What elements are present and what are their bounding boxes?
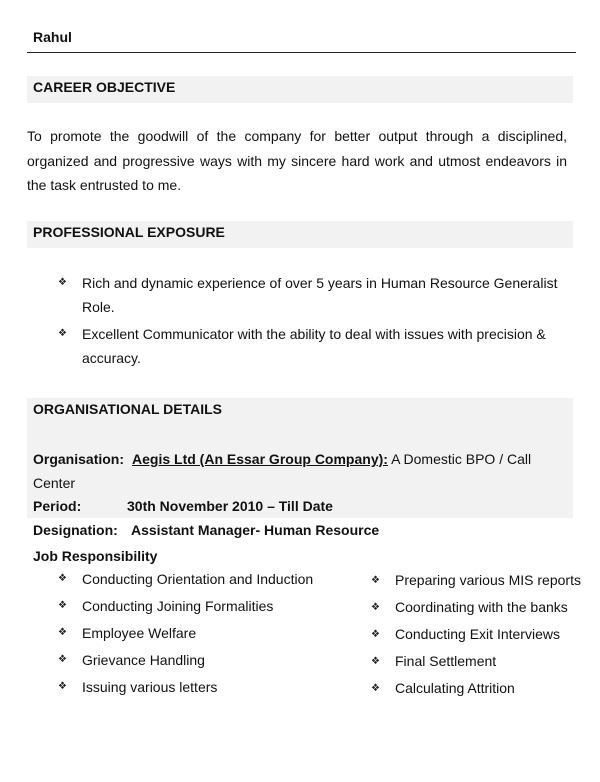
designation-row bbox=[33, 518, 380, 542]
period-row bbox=[33, 494, 333, 518]
period-value: 30th November 2010 – Till Date bbox=[127, 498, 333, 514]
diamond-bullet-icon: ❖ bbox=[58, 600, 67, 611]
section-heading-professional-exposure: PROFESSIONAL EXPOSURE bbox=[27, 221, 573, 248]
list-item bbox=[371, 569, 581, 592]
list-item-text: Coordinating with the banks bbox=[395, 599, 568, 615]
list-item bbox=[371, 650, 581, 673]
designation-value: Assistant Manager- Human Resource bbox=[131, 522, 380, 538]
section-heading-organisational-details: ORGANISATIONAL DETAILS bbox=[27, 398, 573, 518]
diamond-bullet-icon: ❖ bbox=[58, 328, 67, 339]
list-item bbox=[371, 677, 581, 700]
diamond-bullet-icon: ❖ bbox=[58, 681, 67, 692]
header-divider bbox=[27, 52, 576, 53]
professional-exposure-list bbox=[58, 271, 558, 373]
organisation-name: Aegis Ltd (An Essar Group Company): bbox=[132, 451, 388, 467]
list-item bbox=[58, 676, 358, 703]
job-responsibility-heading: Job Responsibility bbox=[33, 548, 158, 564]
diamond-bullet-icon: ❖ bbox=[58, 277, 67, 288]
list-item-text: Employee Welfare bbox=[82, 625, 197, 641]
career-objective-text: To promote the goodwill of the company for better output through a disciplined, organized and progressive ways with my sincere hard work and utmost endeavors in the task entrusted to me. bbox=[27, 128, 567, 193]
diamond-bullet-icon: ❖ bbox=[371, 656, 380, 667]
designation-label: Designation: bbox=[33, 522, 118, 538]
list-item bbox=[58, 622, 358, 649]
period-label: Period: bbox=[33, 498, 82, 514]
list-item-text: Conducting Joining Formalities bbox=[82, 598, 274, 614]
list-item bbox=[58, 271, 558, 319]
organisation-row bbox=[33, 447, 563, 495]
diamond-bullet-icon: ❖ bbox=[58, 627, 67, 638]
list-item bbox=[58, 322, 558, 370]
list-item bbox=[371, 596, 581, 619]
list-item-text: Preparing various MIS reports bbox=[395, 572, 581, 588]
list-item-text: Conducting Exit Interviews bbox=[395, 626, 560, 642]
organisation-description: A Domestic BPO / Call Center bbox=[33, 451, 532, 491]
list-item bbox=[371, 623, 581, 646]
list-item-text: Rich and dynamic experience of over 5 years in Human Resource Generalist Role. bbox=[82, 275, 558, 315]
section-heading-career-objective: CAREER OBJECTIVE bbox=[27, 76, 573, 103]
list-item-text: Final Settlement bbox=[395, 653, 497, 669]
organisation-label: Organisation: bbox=[33, 451, 125, 467]
candidate-name: Rahul bbox=[33, 29, 72, 45]
diamond-bullet-icon: ❖ bbox=[371, 602, 380, 613]
diamond-bullet-icon: ❖ bbox=[58, 654, 67, 665]
list-item bbox=[58, 568, 358, 595]
list-item-text: Excellent Communicator with the ability to deal with issues with precision & accuracy. bbox=[82, 326, 546, 366]
list-item bbox=[58, 649, 358, 676]
responsibilities-list-left bbox=[58, 568, 358, 703]
list-item-text: Calculating Attrition bbox=[395, 680, 515, 696]
diamond-bullet-icon: ❖ bbox=[371, 683, 380, 694]
diamond-bullet-icon: ❖ bbox=[371, 575, 380, 586]
diamond-bullet-icon: ❖ bbox=[371, 629, 380, 640]
responsibilities-list-right bbox=[371, 569, 581, 704]
diamond-bullet-icon: ❖ bbox=[58, 573, 67, 584]
list-item-text: Issuing various letters bbox=[82, 679, 218, 695]
list-item-text: Grievance Handling bbox=[82, 652, 205, 668]
list-item bbox=[58, 595, 358, 622]
list-item-text: Conducting Orientation and Induction bbox=[82, 571, 314, 587]
